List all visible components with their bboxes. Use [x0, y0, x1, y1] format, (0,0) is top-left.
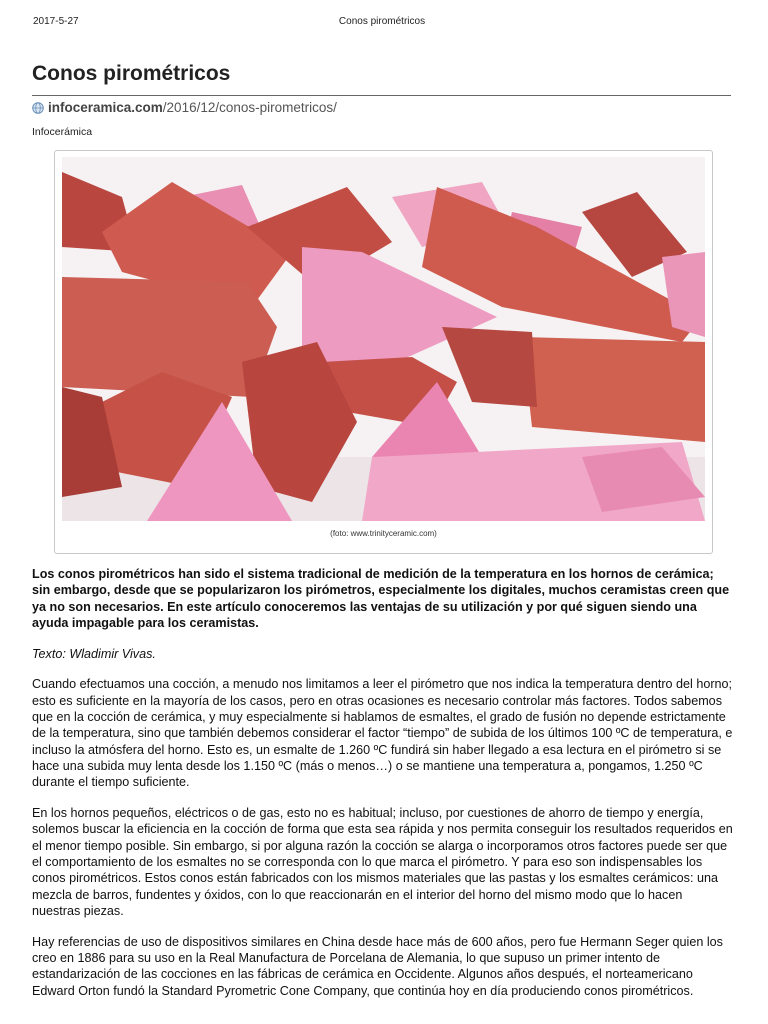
pyrometric-cones-photo	[62, 157, 705, 521]
print-title: Conos pirométricos	[338, 16, 426, 27]
site-name: Infocerámica	[32, 126, 93, 138]
source-domain[interactable]: infoceramica.com	[48, 100, 163, 115]
print-date: 2017-5-27	[33, 16, 79, 27]
body-paragraph-1: Cuando efectuamos una cocción, a menudo nos limitamos a leer el pirómetro que nos indica la temperatura dentro del horno; esto es suficiente en la mayoría de los casos, pero en otras ocasiones es necesario controlar más factores. Todos sabemos que en la cocción de cerámica, y muy especialmente si hablamos de esmaltes, el grado de fusión no depende estrictamente de la temperatura, sino que también debemos considerar el factor “tiempo” de subida de los últimos 100 ºC de temperatura, e incluso la atmósfera del horno. Esto es, un esmalte de 1.260 ºC fundirá sin haber llegado a esa lectura en el pirómetro si se hace una subida muy lenta desde los 1.150 ºC (más o menos…) o se mantiene una temperatura a, pongamos, 1.250 ºC durante el tiempo suficiente.	[32, 677, 733, 790]
lead-paragraph: Los conos pirométricos han sido el sistema tradicional de medición de la temperatura en los hornos de cerámica; sin embargo, desde que se popularizaron los pirómetros, especialmente los digitales, muchos ceramistas creen que ya no son necesarios. En este artículo conoceremos las ventajas de su utilización y por qué siguen siendo una ayuda impagable para los ceramistas.	[32, 567, 730, 630]
article-title: Conos pirométricos	[32, 62, 231, 85]
source-link[interactable]	[32, 100, 337, 115]
body-paragraph-2: En los hornos pequeños, eléctricos o de gas, esto no es habitual; incluso, por cuestiones de ahorro de tiempo y energía, solemos buscar la eficiencia en la cocción de forma que esta sea rápida y nos permita conseguir los resultados requeridos en el menor tiempo posible. Sin embargo, si por alguna razón la cocción se alarga o incorporamos otros factores puede ser que el comportamiento de los esmaltes no se corresponda con lo que marca el pirómetro. Y para eso son indispensables los conos pirométricos. Estos conos están fabricados con los mismos materiales que las pastas y los esmaltes cerámicos: una mezcla de barros, fundentes y óxidos, con lo que reaccionarán en el interior del horno del mismo modo que lo hacen nuestras piezas.	[32, 806, 733, 918]
article-figure	[54, 150, 713, 554]
body-paragraph-3: Hay referencias de uso de dispositivos similares en China desde hace más de 600 años, pero fue Hermann Seger quien los creo en 1886 para su uso en la Real Manufactura de Porcelana de Alemania, lo que supuso un primer intento de estandarización de las cocciones en las fábricas de cerámica en Occidente. Algunos años después, el norteamericano Edward Orton fundó la Standard Pyrometric Cone Company, que continúa hoy en día produciendo conos pirométricos.	[32, 934, 723, 998]
title-divider	[32, 95, 731, 96]
author-credit: Texto: Wladimir Vivas.	[32, 646, 156, 661]
article-body	[32, 566, 734, 1013]
globe-icon	[32, 102, 44, 114]
source-path[interactable]: /2016/12/conos-pirometricos/	[162, 100, 337, 115]
image-caption: (foto: www.trinityceramic.com)	[330, 529, 437, 538]
print-header	[33, 16, 731, 30]
